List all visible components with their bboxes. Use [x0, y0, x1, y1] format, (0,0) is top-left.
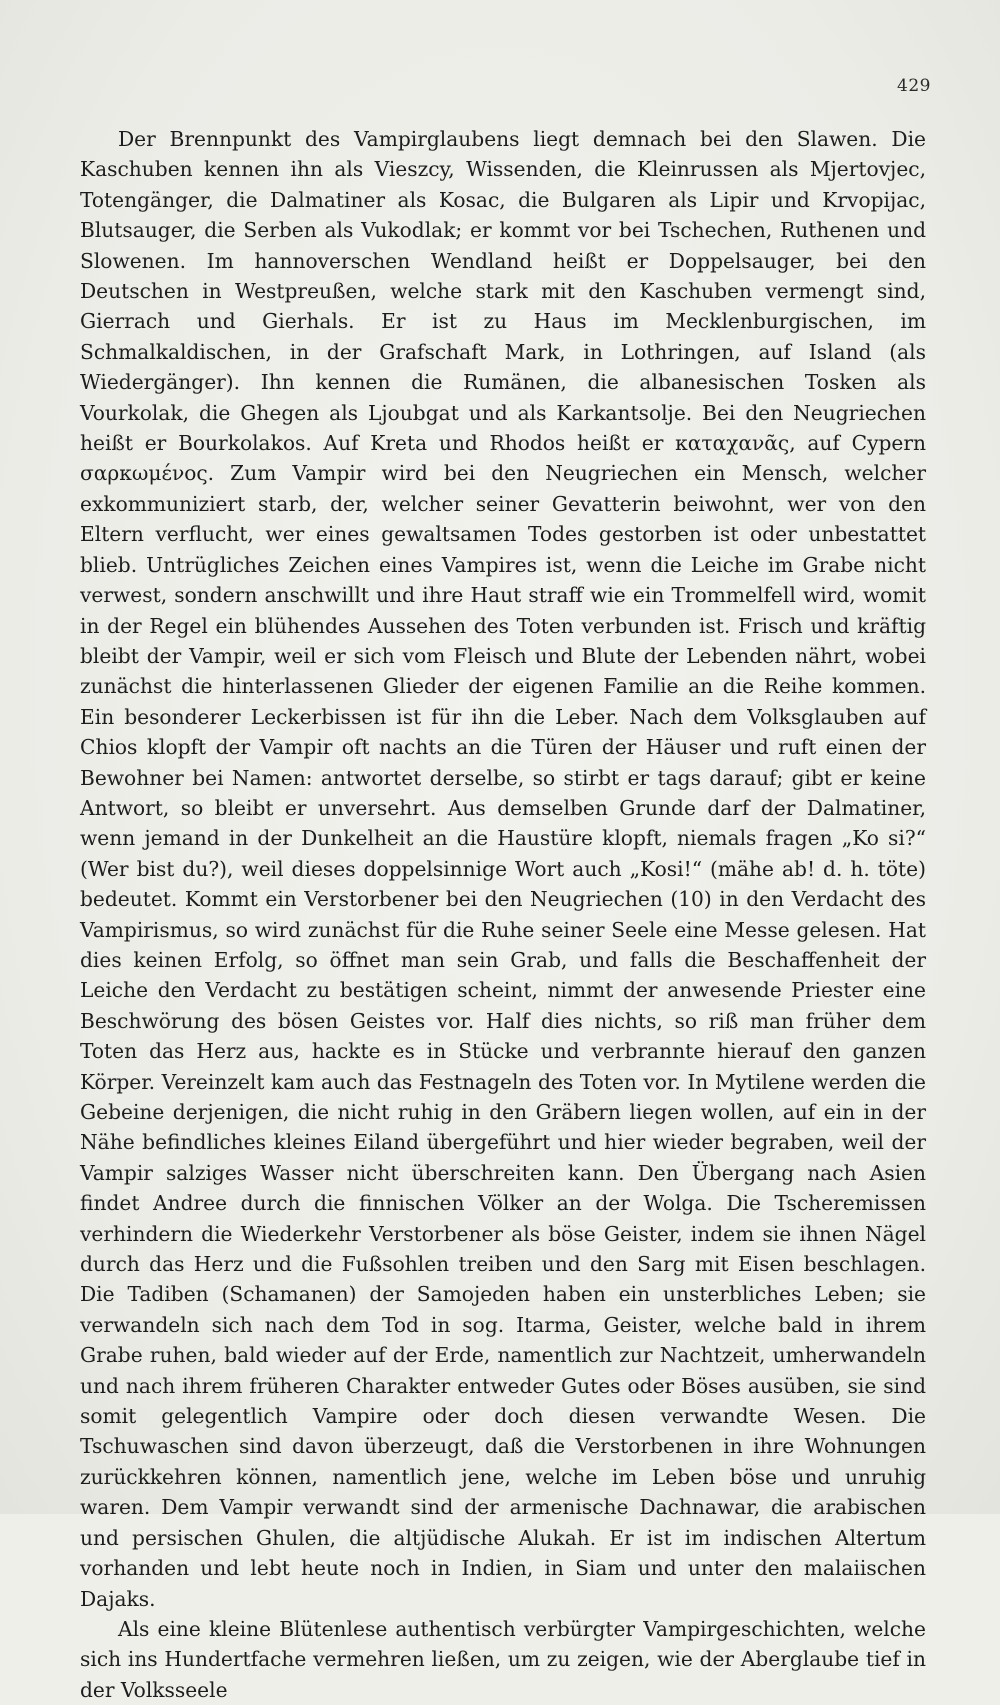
paragraph-vampire-belief: Der Brennpunkt des Vampirglaubens liegt demnach bei den Slawen. Die Kaschuben kennen ihn als Vieszcy, Wissenden, die Kleinrussen als Mjertovjec, Totengänger, die Dalmatiner als Kosac, die Bulgaren als Lipir und Krvopijac, Blutsauger, die Serben als Vukodlak; er kommt vor bei Tschechen, Ruthenen und Slowenen. Im hannoverschen Wendland heißt er Doppelsauger, bei den Deutschen in Westpreußen, welche stark mit den Kaschuben vermengt sind, Gierrach und Gierhals. Er ist zu Haus im Mecklenburgischen, im Schmalkaldischen, in der Grafschaft Mark, in Lothringen, auf Island (als Wiedergänger). Ihn kennen die Rumänen, die albanesischen Tosken als Vourkolak, die Ghegen als Ljoubgat und als Karkantsolje. Bei den Neugriechen heißt er Bourkolakos. Auf Kreta und Rhodos heißt er καταχανᾶς, auf Cypern σαρκωμένος. Zum Vampir wird bei den Neugriechen ein Mensch, welcher exkommuniziert starb, der, welcher seiner Gevatterin beiwohnt, wer von den Eltern verflucht, wer eines gewaltsamen Todes gestorben ist oder unbestattet blieb. Untrügliches Zeichen eines Vampires ist, wenn die Leiche im Grabe nicht verwest, sondern anschwillt und ihre Haut straff wie ein Trommelfell wird, womit in der Regel ein blühendes Aussehen des Toten verbunden ist. Frisch und kräftig bleibt der Vampir, weil er sich vom Fleisch und Blute der Lebenden nährt, wobei zunächst die hinterlassenen Glieder der eigenen Familie an die Reihe kommen. Ein besonderer Leckerbissen ist für ihn die Leber. Nach dem Volksglauben auf Chios klopft der Vampir oft nachts an die Türen der Häuser und ruft einen der Bewohner bei Namen: antwortet derselbe, so stirbt er tags darauf; gibt er keine Antwort, so bleibt er unversehrt. Aus demselben Grunde darf der Dalmatiner, wenn jemand in der Dunkelheit an die Haustüre klopft, niemals fragen „Ko si?“ (Wer bist du?), weil dieses doppelsinnige Wort auch „Kosi!“ (mähe ab! d. h. töte) bedeutet. Kommt ein Verstorbener bei den Neugriechen (10) in den Verdacht des Vampirismus, so wird zunächst für die Ruhe seiner Seele eine Messe gelesen. Hat dies keinen Erfolg, so öffnet man sein Grab, und falls die Beschaffenheit der Leiche den Verdacht zu bestätigen scheint, nimmt der anwesende Priester eine Beschwörung des bösen Geistes vor. Half dies nichts, so riß man früher dem Toten das Herz aus, hackte es in Stücke und verbrannte hierauf den ganzen Körper. Vereinzelt kam auch das Festnageln des Toten vor. In Mytilene werden die Gebeine derjenigen, die nicht ruhig in den Gräbern liegen wollen, auf ein in der Nähe befindliches kleines Eiland übergeführt und hier wieder begraben, weil der Vampir salziges Wasser nicht überschreiten kann. Den Übergang nach Asien findet Andree durch die finnischen Völker an der Wolga. Die Tscheremissen verhindern die Wiederkehr Verstorbener als böse Geister, indem sie ihnen Nägel durch das Herz und die Fußsohlen treiben und den Sarg mit Eisen beschlagen. Die Tadiben (Schamanen) der Samojeden haben ein unsterbliches Leben; sie verwandeln sich nach dem Tod in sog. Itarma, Geister, welche bald in ihrem Grabe ruhen, bald wieder auf der Erde, namentlich zur Nachtzeit, umherwandeln und nach ihrem früheren Charakter entweder Gutes oder Böses ausüben, sie sind somit gelegentlich Vampire oder doch diesen verwandte Wesen. Die Tschuwaschen sind davon überzeugt, daß die Verstorbenen in ihre Wohnungen zurückkehren können, namentlich jene, welche im Leben böse und unruhig waren. Dem Vampir verwandt sind der armenische Dachnawar, die arabischen und persischen Ghulen, die altjüdische Alukah. Er ist im indischen Altertum vorhanden und lebt heute noch in Indien, in Siam und unter den malaiischen Dajaks. — [80, 127, 926, 1611]
page-number: 429 — [897, 76, 931, 96]
paragraph-vampire-stories: Als eine kleine Blütenlese authentisch verbürgter Vampirgeschichten, welche sich ins Hundertfache vermehren ließen, um zu zeigen, wie der Aberglaube tief in der Volksseele — [80, 1616, 926, 1702]
body-text — [80, 124, 926, 1705]
